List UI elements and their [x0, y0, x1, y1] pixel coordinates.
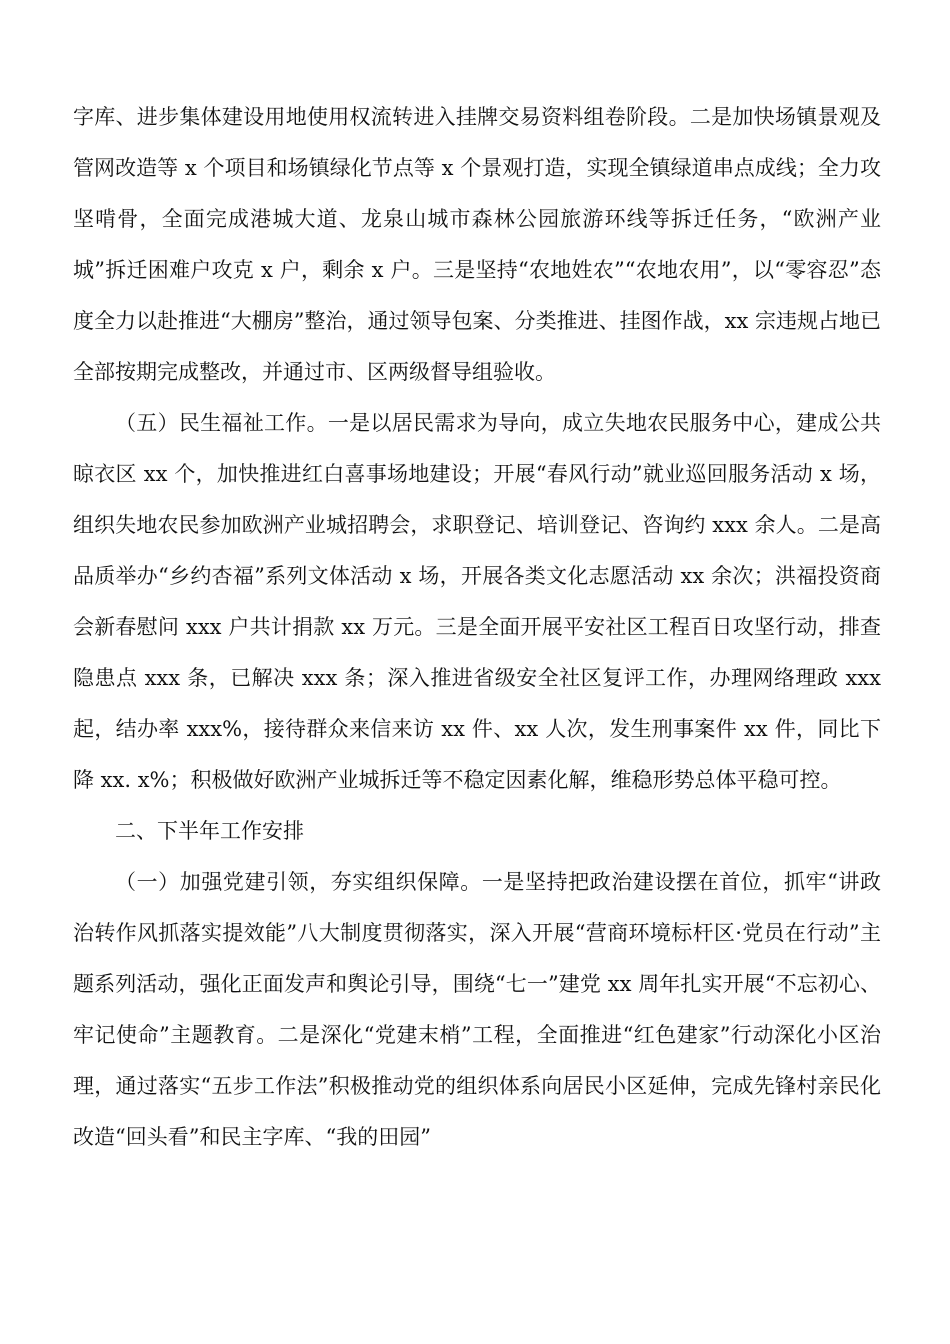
section-heading-second-half-plan: 二、下半年工作安排 — [115, 819, 304, 843]
paragraph-continuation: 字库、进步集体建设用地使用权流转进入挂牌交易资料组卷阶段。二是加快场镇景观及管网改造等 x 个项目和场镇绿化节点等 x 个景观打造，实现全镇绿道串点成线；全力攻坚啃骨，全面完成港城大道、龙泉山城市森林公园旅游环线等拆迁任务，“欧洲产业城”拆迁困难户攻克 x 户，剩余 x 户。三是坚持“农地姓农”“农地农用”，以“零容忍”态度全力以赴推进“大棚房”整治，通过领导包案、分类推进、挂图作战，xx 宗违规占地已全部按期完成整改，并通过市、区两级督导组验收。 — [73, 105, 881, 384]
paragraph-livelihood-welfare: （五）民生福祉工作。一是以居民需求为导向，成立失地农民服务中心，建成公共晾衣区 xx 个，加快推进红白喜事场地建设；开展“春风行动”就业巡回服务活动 x 场，组织失地农民参加欧洲产业城招聘会，求职登记、培训登记、咨询约 xxx 余人。二是高品质举办“乡约杏福”系列文体活动 x 场，开展各类文化志愿活动 xx 余次；洪福投资商会新春慰问 xxx 户共计捐款 xx 万元。三是全面开展平安社区工程百日攻坚行动，排查隐患点 xxx 条，已解决 xxx 条；深入推进省级安全社区复评工作，办理网络理政 xxx 起，结办率 xxx%，接待群众来信来访 xx 件、xx 人次，发生刑事案件 xx 件，同比下降 xx. x%；积极做好欧洲产业城拆迁等不稳定因素化解，维稳形势总体平稳可控。 — [73, 411, 881, 792]
paragraph-party-building: （一）加强党建引领，夯实组织保障。一是坚持把政治建设摆在首位，抓牢“讲政治转作风抓落实提效能”八大制度贯彻落实，深入开展“营商环境标杆区·党员在行动”主题系列活动，强化正面发声和舆论引导，围绕“七一”建党 xx 周年扎实开展“不忘初心、牢记使命”主题教育。二是深化“党建末梢”工程，全面推进“红色建家”行动深化小区治理，通过落实“五步工作法”积极推动党的组织体系向居民小区延伸，完成先锋村亲民化改造“回头看”和民主字库、“我的田园” — [73, 870, 881, 1149]
document-body — [73, 92, 881, 1163]
